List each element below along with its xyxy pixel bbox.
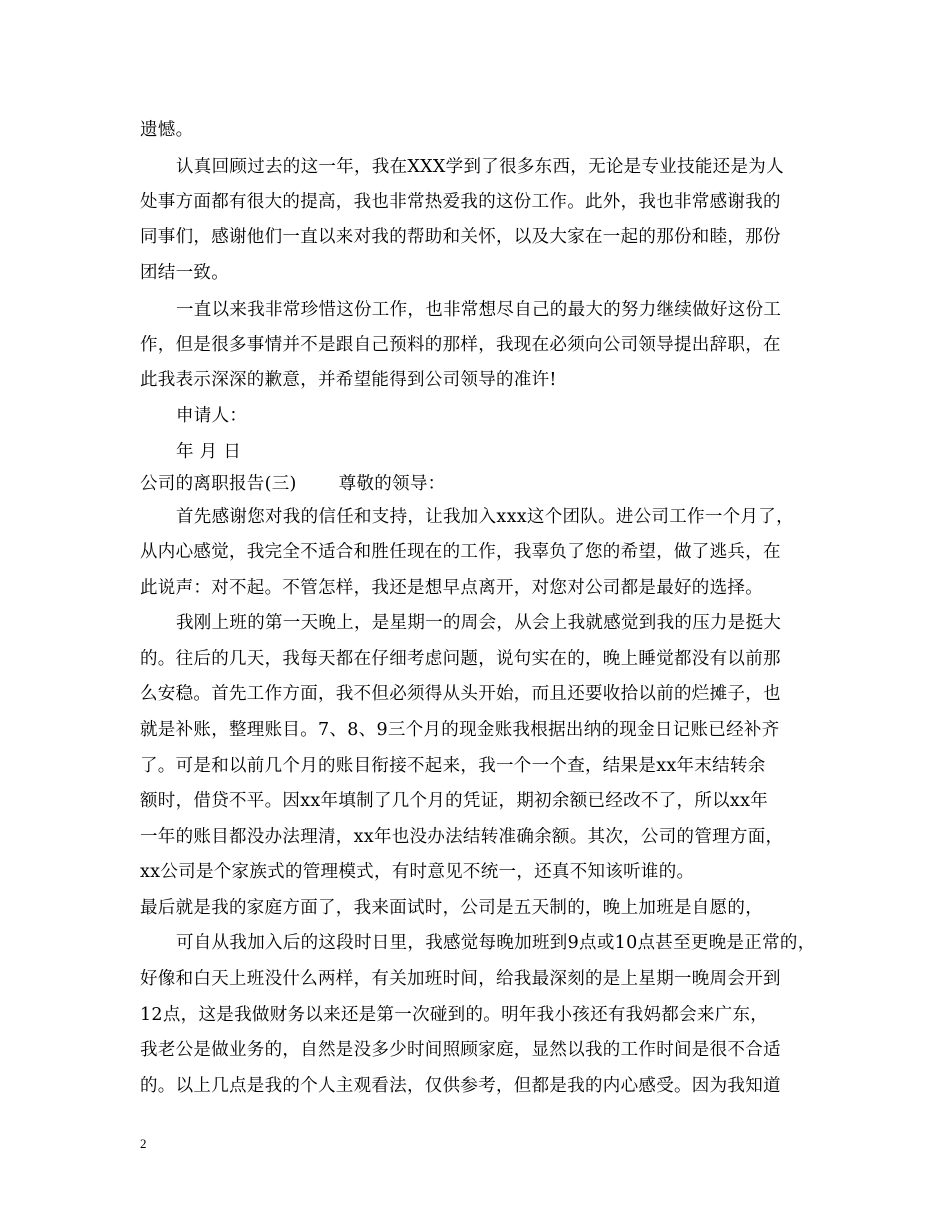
text-line: 12点，这是我做财务以来还是第一次碰到的。明年我小孩还有我妈都会来广东， bbox=[140, 1005, 769, 1025]
text-line: 好像和白天上班没什么两样，有关加班时间，给我最深刻的是上星期一晚周会开到 bbox=[140, 969, 781, 989]
text-line: 遗憾。 bbox=[140, 120, 194, 140]
text-line: 最后就是我的家庭方面了，我来面试时，公司是五天制的，晚上加班是自愿的， bbox=[140, 898, 763, 918]
section-title-line bbox=[140, 472, 445, 496]
text-line: 么安稳。首先工作方面，我不但必须得从头开始，而且还要收拾以前的烂摊子，也 bbox=[140, 684, 781, 704]
text-line: 可自从我加入后的这段时日里，我感觉每晚加班到9点或10点甚至更晚是正常的， bbox=[176, 933, 816, 953]
text-line: 一直以来我非常珍惜这份工作，也非常想尽自己的最大的努力继续做好这份工 bbox=[176, 300, 782, 320]
text-line: 我老公是做业务的，自然是没多少时间照顾家庭，显然以我的工作时间是很不合适 bbox=[140, 1040, 781, 1060]
text-line: 处事方面都有很大的提高，我也非常热爱我的这份工作。此外，我也非常感谢我的 bbox=[140, 192, 781, 212]
applicant-label: 申请人： bbox=[176, 406, 248, 426]
section-title: 公司的离职报告(三) bbox=[140, 474, 297, 494]
text-line: 一年的账目都没办法理清，xx年也没办法结转准确余额。其次，公司的管理方面， bbox=[140, 827, 784, 847]
text-line: 额时，借贷不平。因xx年填制了几个月的凭证，期初余额已经改不了，所以xx年 bbox=[140, 791, 769, 811]
text-line: 的。往后的几天，我每天都在仔细考虑问题，说句实在的，晚上睡觉都没有以前那 bbox=[140, 649, 781, 669]
text-line: 的。以上几点是我的个人主观看法，仅供参考，但都是我的内心感受。因为我知道 bbox=[140, 1076, 781, 1096]
text-line: 此说声：对不起。不管怎样，我还是想早点离开，对您对公司都是最好的选择。 bbox=[140, 578, 763, 598]
salutation: 尊敬的领导： bbox=[338, 474, 446, 494]
text-line: 认真回顾过去的这一年，我在XXX学到了很多东西，无论是专业技能还是为人 bbox=[176, 157, 784, 177]
text-line: 首先感谢您对我的信任和支持，让我加入xxx这个团队。进公司工作一个月了， bbox=[176, 507, 794, 527]
text-line: 了。可是和以前几个月的账目衔接不起来，我一个一个查，结果是xx年末结转余 bbox=[140, 756, 766, 776]
date-line: 年 月 日 bbox=[176, 442, 242, 462]
text-line: 就是补账，整理账目。7、8、9三个月的现金账我根据出纳的现金日记账已经补齐 bbox=[140, 720, 780, 740]
text-line: 团结一致。 bbox=[140, 263, 229, 283]
text-line: 作，但是很多事情并不是跟自己预料的那样，我现在必须向公司领导提出辞职，在 bbox=[140, 335, 781, 355]
page-number: 2 bbox=[140, 1136, 147, 1151]
text-line: 我刚上班的第一天晚上，是星期一的周会，从会上我就感觉到我的压力是挺大 bbox=[176, 613, 782, 633]
text-line: xx公司是个家族式的管理模式，有时意见不统一，还真不知该听谁的。 bbox=[140, 862, 695, 882]
text-line: 同事们，感谢他们一直以来对我的帮助和关怀，以及大家在一起的那份和睦，那份 bbox=[140, 227, 781, 247]
text-line: 此我表示深深的歉意，并希望能得到公司领导的准许! bbox=[140, 370, 557, 390]
text-line: 从内心感觉，我完全不适合和胜任现在的工作，我辜负了您的希望，做了逃兵，在 bbox=[140, 542, 781, 562]
